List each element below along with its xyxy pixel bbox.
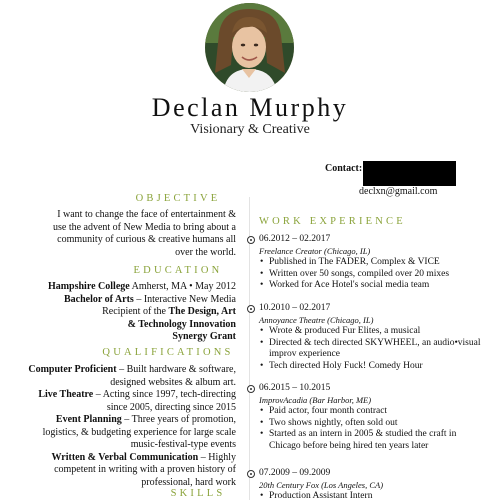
job-bullet: • Worked for Ace Hotel's social media team bbox=[259, 280, 487, 292]
timeline-dot-icon bbox=[247, 305, 255, 313]
job-bullet: • Directed & tech directed SKYWHEEL, an audio•visual improv experience bbox=[259, 338, 487, 361]
candidate-tagline: Visionary & Creative bbox=[190, 122, 310, 137]
skills-heading: SKILLS bbox=[170, 488, 226, 499]
job-org: Freelance Creator (Chicago, IL) bbox=[259, 245, 371, 256]
objective-text: I want to change the face of entertainment & use the advent of New Media to bring about a community of curious & creative humans all over the world. bbox=[52, 209, 236, 258]
job-entry bbox=[247, 234, 487, 292]
school-name: Hampshire College bbox=[47, 281, 130, 292]
contact-label: Contact: bbox=[325, 163, 363, 174]
education-heading: EDUCATION bbox=[133, 265, 223, 276]
qual-text: – Acting since 1997, tech-directing since 2005, directing since 2015 bbox=[95, 389, 236, 413]
work-heading: WORK EXPERIENCE bbox=[259, 216, 406, 227]
qual-title: Event Planning bbox=[55, 414, 122, 425]
job-dates: 06.2015 – 10.2015 bbox=[259, 383, 331, 393]
job-dates: 06.2012 – 02.2017 bbox=[259, 234, 331, 244]
job-org: ImprovAcadia (Bar Harbor, ME) bbox=[259, 394, 372, 405]
timeline-dot-icon bbox=[247, 236, 255, 244]
job-org: Annoyance Theatre (Chicago, IL) bbox=[259, 314, 374, 325]
education-block bbox=[20, 281, 236, 344]
profile-photo-image bbox=[205, 3, 294, 92]
redacted-block bbox=[363, 161, 456, 186]
job-bullet: • Written over 50 songs, compiled over 20 mixes bbox=[259, 269, 487, 281]
job-bullet: • Started as an intern in 2005 & studied the craft in Chicago before being hired ten years later bbox=[259, 429, 487, 452]
qual-title: Live Theatre bbox=[38, 389, 94, 400]
qual-text: – Built hardware & software, designed websites & album art. bbox=[110, 364, 236, 388]
qual-text: – Highly competent in writing with a proven history of professional, hard work bbox=[54, 451, 236, 488]
job-org: 20th Century Fox (Los Angeles, CA) bbox=[259, 479, 384, 490]
email-link[interactable]: declxn@gmail.com bbox=[359, 186, 438, 197]
job-bullet: • Wrote & produced Fur Elites, a musical bbox=[259, 326, 487, 338]
job-dates: 07.2009 – 09.2009 bbox=[259, 468, 331, 478]
job-bullet: • Production Assistant Intern bbox=[259, 491, 487, 500]
job-bullet: • Published in The FADER, Complex & VICE bbox=[259, 257, 487, 269]
timeline-dot-icon bbox=[247, 385, 255, 393]
qualifications-block bbox=[20, 364, 236, 489]
timeline-dot-icon bbox=[247, 470, 255, 478]
job-dates: 10.2010 – 02.2017 bbox=[259, 303, 331, 313]
degree-name: Bachelor of Arts bbox=[64, 293, 134, 305]
profile-photo bbox=[205, 3, 294, 92]
qualifications-heading: QUALIFICATIONS bbox=[102, 347, 234, 358]
job-bullet: • Two shows nightly, often sold out bbox=[259, 418, 487, 430]
job-entry bbox=[247, 303, 487, 372]
award-prefix: Recipient of the bbox=[102, 306, 166, 317]
job-bullet: • Tech directed Holy Fuck! Comedy Hour bbox=[259, 361, 487, 373]
school-detail: Amherst, MA • May 2012 bbox=[131, 281, 236, 292]
job-entry bbox=[247, 383, 487, 452]
qual-title: Computer Proficient bbox=[28, 364, 117, 375]
degree-detail: – Interactive New Media bbox=[136, 293, 236, 305]
job-entry bbox=[247, 468, 487, 500]
award-name: The Design, Art & Technology Innovation Synergy Grant bbox=[127, 306, 236, 342]
candidate-name: Declan Murphy bbox=[151, 93, 349, 122]
qual-title: Written & Verbal Communication bbox=[51, 451, 199, 463]
qual-text: – Three years of promotion, logistics, & budgeting experience for large scale music-festival-type events bbox=[42, 414, 236, 450]
objective-heading: OBJECTIVE bbox=[135, 193, 221, 204]
job-bullet: • Paid actor, four month contract bbox=[259, 406, 487, 418]
